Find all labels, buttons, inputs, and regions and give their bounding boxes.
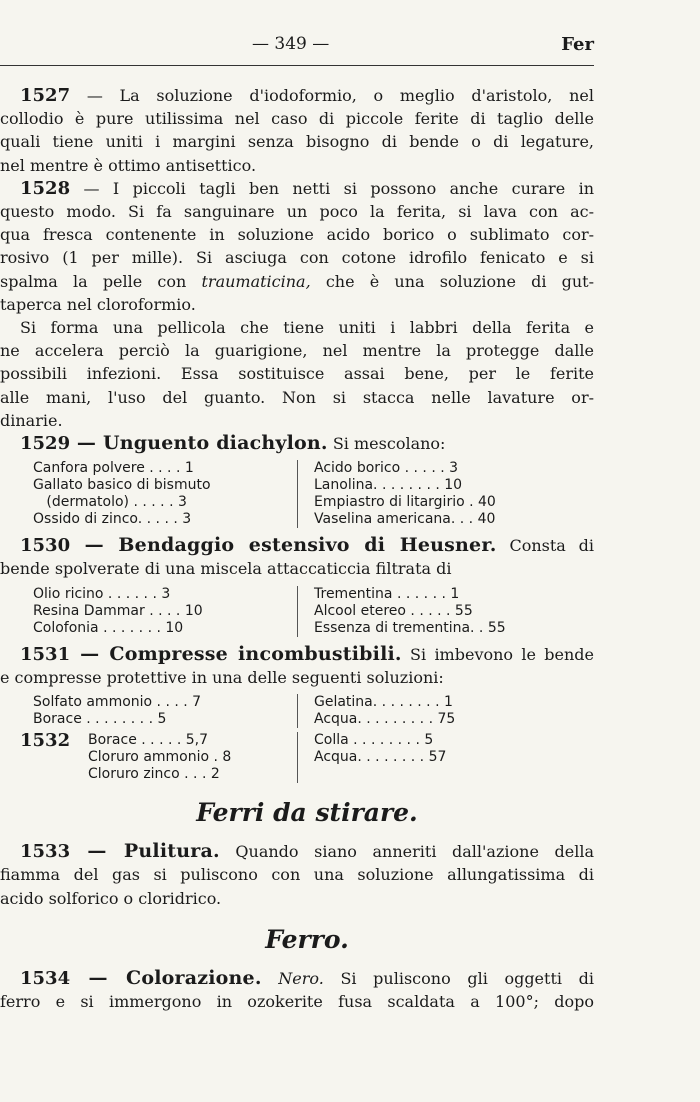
entry-number: 1530 [20, 535, 71, 557]
running-keyword: Fer [561, 34, 594, 55]
table-row: Cloruro ammonio . 8 Acqua. . . . . . . . 57 [88, 749, 447, 766]
entry-title: — Bendaggio estensivo di Heusner. [70, 534, 497, 557]
entry-number: 1531 [20, 643, 71, 665]
section-heading: Ferro. [265, 924, 349, 954]
table-row: Colofonia . . . . . . . 10 Essenza di trementina. . 55 [33, 619, 506, 636]
entry-title: — Colorazione. [70, 967, 262, 990]
recipe-table [0, 694, 594, 728]
paragraph-pellicola: Si forma una pellicola che tiene uniti i labbri della ferita e ne accelera perciò la guarigione, nel mentre la protegge dalle possibili infezioni. Essa sostituisce assai bene, per le ferite alle mani, l'uso del guanto. Non si stacca nelle lavature or- dinarie. [0, 318, 594, 430]
page-header [0, 34, 700, 58]
table-row: Canfora polvere . . . . 1 Acido borico . . . . . 3 [33, 460, 459, 477]
entry-number: 1534 [20, 968, 71, 990]
entry-title: — Pulitura. [70, 840, 220, 863]
recipe-table [0, 460, 594, 528]
header-rule [0, 65, 594, 66]
paragraph-1531: 1531 — Compresse incombustibili. Si imbevono le bende e compresse protettive in una delle seguenti soluzioni: Solfato ammonio . . . . 7 Gelatina. . . . . . . . 1 Borace . . . . . . . . 5 Acqua. . . . . . . . . 75 1532 Borace . . . . . 5,7 Colla . . . . . . . . 5 Cloruro ammonio . 8 Acqua. . . . . . . . 57 Cloruro zinco . . . 2 [0, 642, 594, 783]
paragraph-1534: 1534 — Colorazione. Nero. Si puliscono gli oggetti di ferro e si immergono in ozokerite fusa scaldata a 100°; dopo [0, 967, 594, 1012]
table-row: Gallato basico di bismuto Lanolina. . . . . . . . 10 [33, 477, 463, 494]
entry-number: 1533 [20, 841, 71, 863]
entry-number: 1532 [20, 730, 71, 752]
recipe-table [0, 586, 594, 637]
entry-number: 1527 [20, 85, 71, 106]
entry-title: — Unguento diachylon. [70, 432, 328, 455]
paragraph-1527: 1527 — La soluzione d'iodoformio, o meglio d'aristolo, nel collodio è pure utilissima nel caso di piccole ferite di taglio delle quali tiene uniti i margini senza bisogno di bende o di legature, nel mentre è ottimo antisettico. [0, 85, 594, 175]
table-row: Borace . . . . . 5,7 Colla . . . . . . . . 5 [88, 732, 434, 749]
section-heading: Ferri da stirare. [196, 798, 418, 828]
paragraph-1528: 1528 — I piccoli tagli ben netti si possono anche curare in questo modo. Si fa sanguinare un poco la ferita, si lava con ac- qua fresca contenente in soluzione acido borico o sublimato cor- rosivo (1 per mille). Si asciuga con cotone idrofilo fenicato e si spalma la pelle con traumaticina, che è una soluzione di gut- taperca nel cloroformio. [0, 177, 594, 314]
table-row: Ossido di zinco. . . . . 3 Vaselina americana. . . 40 [33, 511, 496, 528]
table-row: Borace . . . . . . . . 5 Acqua. . . . . . . . . 75 [33, 711, 456, 728]
recipe-table-1532 [0, 732, 594, 783]
paragraph-1530: 1530 — Bendaggio estensivo di Heusner. Consta di bende spolverate di una miscela attaccaticcia filtrata di Olio ricino . . . . . . 3 Trementina . . . . . . 1 Resina Dammar . . . . 10 Alcool etereo . . . . . 55 Colofonia . . . . . . . 10 Essenza di trementina. . 55 [0, 534, 594, 636]
page-number: — 349 — [252, 34, 330, 54]
table-row: Olio ricino . . . . . . 3 Trementina . . . . . . 1 [33, 585, 460, 602]
entry-number: 1528 [20, 177, 71, 199]
page-body [0, 84, 594, 1013]
table-row: Cloruro zinco . . . 2 [88, 766, 220, 783]
entry-number: 1529 [20, 433, 71, 455]
paragraph-1529: 1529 — Unguento diachylon. Si mescolano: Canfora polvere . . . . 1 Acido borico . . . . . 3 Gallato basico di bismuto Lanolina. . . . . . . . 10 (dermatolo) . . . . . 3 Empiastro di litargirio . 40 Ossido di zinco. . . . . 3 Vaselina americana. . . 40 [0, 432, 594, 528]
table-row: (dermatolo) . . . . . 3 Empiastro di litargirio . 40 [33, 494, 496, 511]
table-row: Solfato ammonio . . . . 7 Gelatina. . . . . . . . 1 [33, 694, 453, 711]
entry-title: — Compresse incombustibili. [70, 642, 402, 665]
table-row: Resina Dammar . . . . 10 Alcool etereo . . . . . 55 [33, 602, 473, 619]
paragraph-1533: 1533 — Pulitura. Quando siano anneriti dall'azione della fiamma del gas si puliscono con una soluzione allungatissima di acido solforico o cloridrico. [0, 840, 594, 908]
